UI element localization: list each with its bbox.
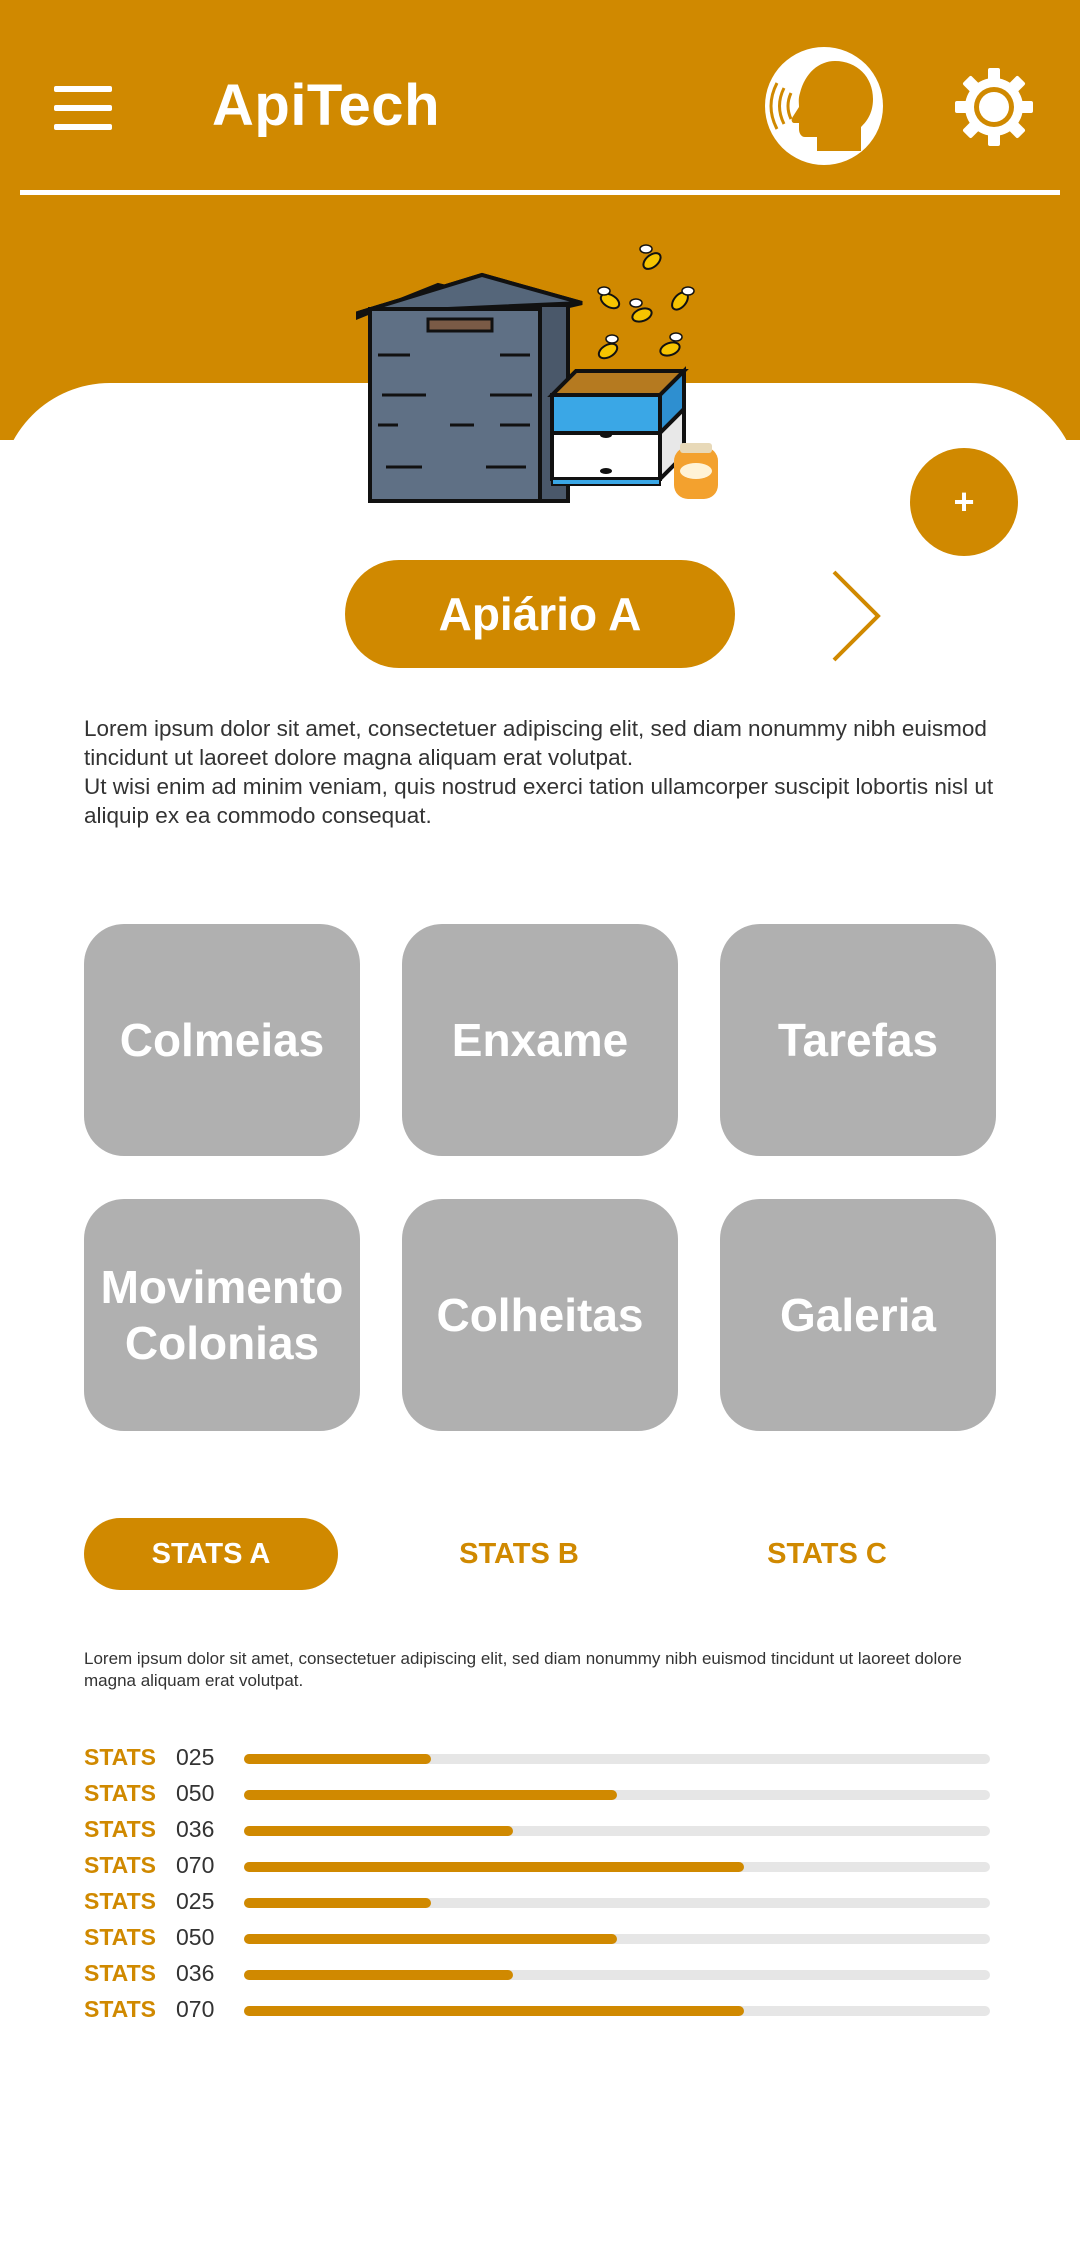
tile-colheitas[interactable]: Colheitas <box>402 1199 678 1431</box>
chevron-right-icon[interactable] <box>828 568 884 664</box>
tile-tarefas[interactable]: Tarefas <box>720 924 996 1156</box>
tab-stats-a[interactable]: STATS A <box>84 1518 338 1590</box>
tile-galeria[interactable]: Galeria <box>720 1199 996 1431</box>
stat-value: 025 <box>176 1744 215 1770</box>
stat-value: 036 <box>176 1960 215 1986</box>
hamburger-menu-icon[interactable] <box>54 86 112 130</box>
stat-bar-fill <box>244 1970 513 1980</box>
stat-label: STATS <box>84 1888 156 1914</box>
stat-label: STATS <box>84 1816 156 1842</box>
stat-bar-fill <box>244 1754 431 1764</box>
stat-bar-fill <box>244 1826 513 1836</box>
stat-row <box>84 1956 990 1992</box>
apiary-description <box>84 714 1004 830</box>
header-divider <box>20 190 1060 195</box>
stat-bar-track <box>244 1898 990 1908</box>
stat-bar-track <box>244 1862 990 1872</box>
stat-bar-track <box>244 1826 990 1836</box>
tile-enxame[interactable]: Enxame <box>402 924 678 1156</box>
stat-row <box>84 1884 990 1920</box>
stat-bar-fill <box>244 1790 617 1800</box>
stat-bar-track <box>244 1790 990 1800</box>
add-button[interactable]: + <box>910 448 1018 556</box>
stat-label: STATS <box>84 1744 156 1770</box>
stat-label: STATS <box>84 1852 156 1878</box>
stat-bar-track <box>244 1934 990 1944</box>
apiary-selector[interactable]: Apiário A <box>345 560 735 668</box>
stat-bar-track <box>244 1970 990 1980</box>
stat-label: STATS <box>84 1924 156 1950</box>
stat-row <box>84 1848 990 1884</box>
stat-bar-track <box>244 1754 990 1764</box>
stat-value: 070 <box>176 1996 215 2022</box>
stat-row <box>84 1776 990 1812</box>
tab-stats-b[interactable]: STATS B <box>459 1537 579 1570</box>
stat-label: STATS <box>84 1996 156 2022</box>
stat-bar-fill <box>244 1934 617 1944</box>
voice-assistant-icon[interactable] <box>765 47 883 165</box>
stat-value: 050 <box>176 1780 215 1806</box>
intro-paragraph: Lorem ipsum dolor sit amet, consectetuer adipiscing elit, sed diam nonummy nibh euismod tincidunt ut laoreet dolore magna aliquam erat volutpat. <box>84 716 987 770</box>
gear-icon[interactable] <box>953 66 1035 148</box>
stat-row <box>84 1740 990 1776</box>
app-title: ApiTech <box>212 73 440 138</box>
stat-value: 025 <box>176 1888 215 1914</box>
stat-row <box>84 1992 990 2028</box>
stat-bar-fill <box>244 1898 431 1908</box>
stat-value: 036 <box>176 1816 215 1842</box>
stat-row <box>84 1812 990 1848</box>
stat-label: STATS <box>84 1960 156 1986</box>
stat-value: 070 <box>176 1852 215 1878</box>
stat-row <box>84 1920 990 1956</box>
stat-label: STATS <box>84 1780 156 1806</box>
tab-stats-c[interactable]: STATS C <box>767 1537 887 1570</box>
tile-colmeias[interactable]: Colmeias <box>84 924 360 1156</box>
intro-paragraph: Ut wisi enim ad minim veniam, quis nostrud exerci tation ullamcorper suscipit lobortis nisl ut aliquip ex ea commodo consequat. <box>84 774 994 828</box>
beehive-illustration <box>350 235 730 515</box>
stat-value: 050 <box>176 1924 215 1950</box>
stat-bar-track <box>244 2006 990 2016</box>
stat-bar-fill <box>244 1862 744 1872</box>
tile-movimento-colonias[interactable]: Movimento Colonias <box>84 1199 360 1431</box>
stats-description: Lorem ipsum dolor sit amet, consectetuer adipiscing elit, sed diam nonummy nibh euismod tincidunt ut laoreet dolore magna aliquam erat volutpat. <box>84 1649 962 1690</box>
stat-bar-fill <box>244 2006 744 2016</box>
